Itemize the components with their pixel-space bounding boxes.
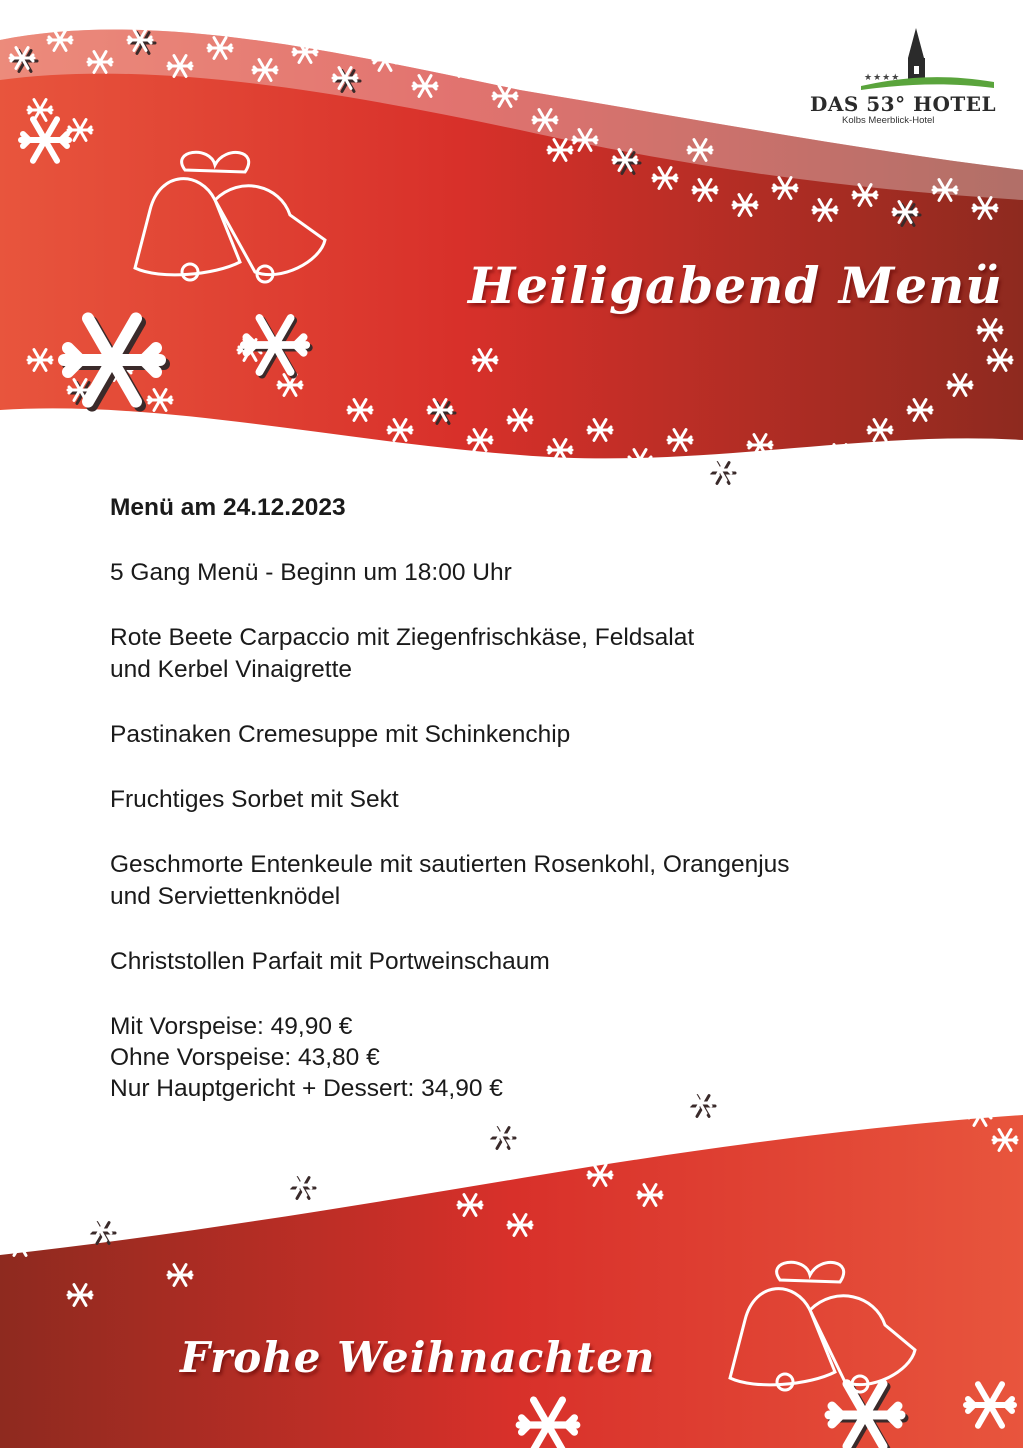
course-line: und Serviettenknödel: [110, 883, 341, 910]
bottom-banner-art: [0, 1085, 1023, 1448]
menu-body: [110, 492, 960, 1104]
course-line: Pastinaken Cremesuppe mit Schinkenchip: [110, 721, 571, 748]
church-tower-icon: [806, 28, 996, 92]
course-item: [110, 784, 960, 816]
hotel-stars: ★★★★: [864, 72, 901, 82]
price-line: Nur Hauptgericht + Dessert: 34,90 €: [110, 1075, 503, 1102]
course-line: Fruchtiges Sorbet mit Sekt: [110, 786, 399, 813]
price-line: Ohne Vorspeise: 43,80 €: [110, 1044, 380, 1071]
bottom-banner: [0, 1085, 1023, 1448]
course-item: [110, 719, 960, 751]
menu-title: Heiligabend Menü: [468, 256, 1003, 315]
course-line: Geschmorte Entenkeule mit sautierten Rosenkohl, Orangenjus: [110, 851, 790, 878]
hotel-subtitle: Kolbs Meerblick-Hotel: [842, 115, 935, 126]
menu-intro: 5 Gang Menü - Beginn um 18:00 Uhr: [110, 559, 512, 586]
course-item: [110, 622, 960, 686]
top-banner: [0, 0, 1023, 540]
christmas-greeting: Frohe Weihnachten: [180, 1333, 656, 1382]
course-line: Christstollen Parfait mit Portweinschaum: [110, 948, 550, 975]
course-line: und Kerbel Vinaigrette: [110, 656, 352, 683]
course-item: [110, 946, 960, 978]
menu-date-heading: Menü am 24.12.2023: [110, 494, 346, 521]
price-line: Mit Vorspeise: 49,90 €: [110, 1013, 353, 1040]
hotel-name: DAS 53° HOTEL: [810, 92, 997, 116]
course-item: [110, 849, 960, 913]
course-line: Rote Beete Carpaccio mit Ziegenfrischkäse, Feldsalat: [110, 624, 695, 651]
hotel-logo: [806, 28, 996, 130]
